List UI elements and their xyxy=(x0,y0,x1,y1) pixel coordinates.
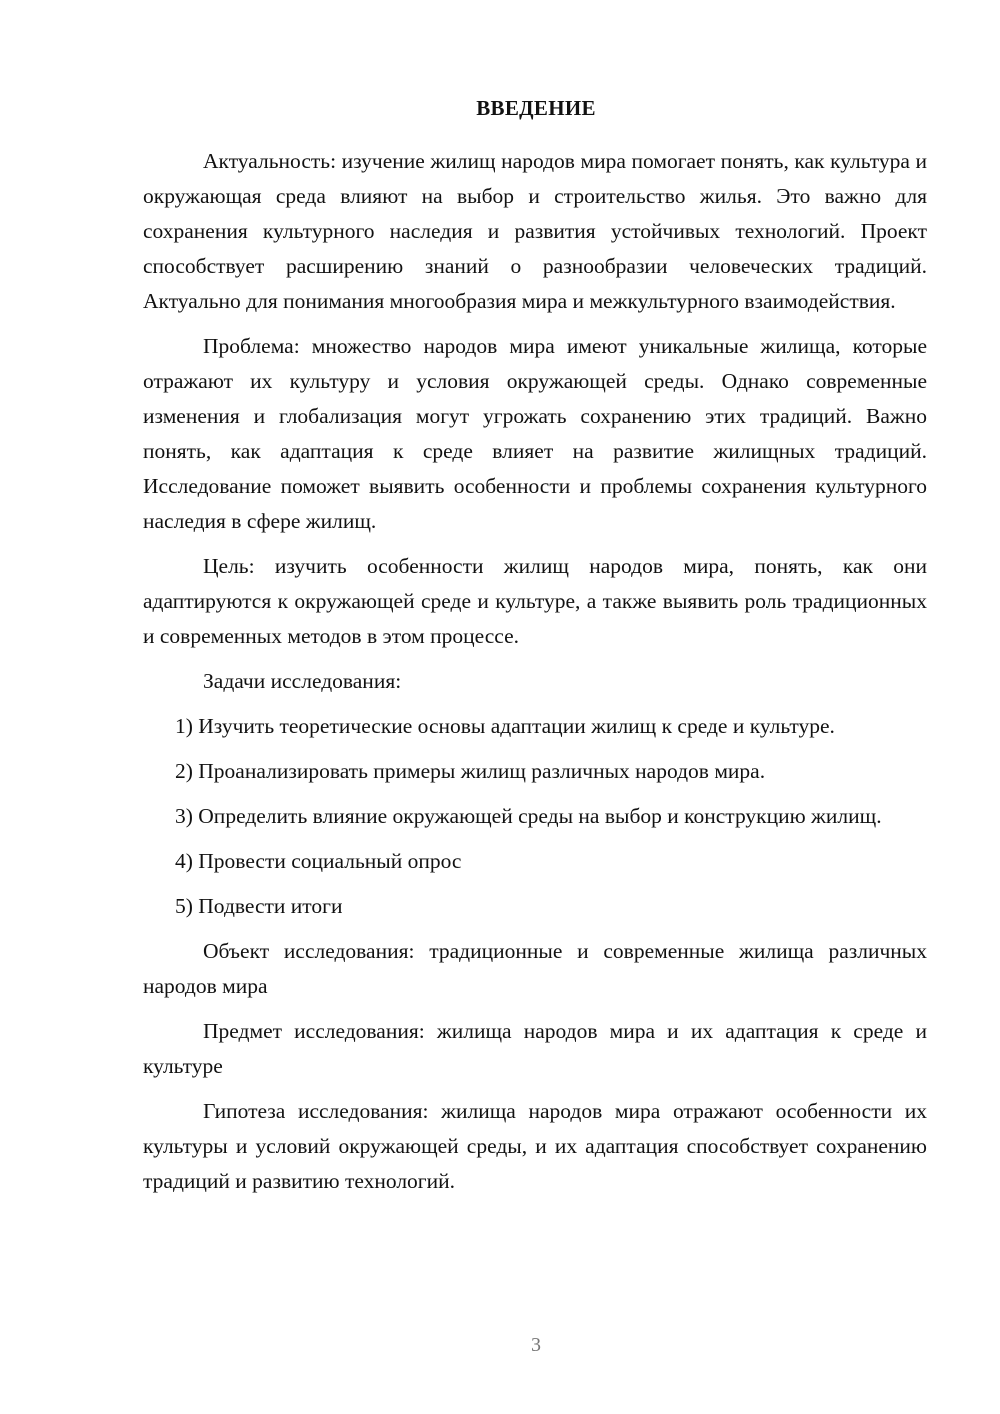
task-item-1: 1) Изучить теоретические основы адаптации жилищ к среде и культуре. xyxy=(175,714,835,738)
goal-paragraph: Цель: изучить особенности жилищ народов мира, понять, как они адаптируются к окружающей среде и культуре, а также выявить роль традиционных и современных методов в этом процессе. xyxy=(143,554,927,648)
task-item-5: 5) Подвести итоги xyxy=(175,894,343,918)
task-item-4: 4) Провести социальный опрос xyxy=(175,849,462,873)
problem-paragraph: Проблема: множество народов мира имеют уникальные жилища, которые отражают их культуру и условия окружающей среды. Однако современные изменения и глобализация могут угрожать сохранению этих традиций. Важно понять, как адаптация к среде влияет на развитие жилищных традиций. Исследование поможет выявить особенности и проблемы сохранения культурного наследия в сфере жилищ. xyxy=(143,334,927,533)
tasks-heading: Задачи исследования: xyxy=(203,669,402,693)
task-item-2: 2) Проанализировать примеры жилищ различных народов мира. xyxy=(175,759,766,783)
relevance-paragraph: Актуальность: изучение жилищ народов мира помогает понять, как культура и окружающая среда влияют на выбор и строительство жилья. Это важно для сохранения культурного наследия и развития устойчивых технологий. Проект способствует расширению знаний о разнообразии человеческих традиций. Актуально для понимания многообразия мира и межкультурного взаимодействия. xyxy=(143,149,927,313)
document-body xyxy=(143,144,927,1209)
section-title: ВВЕДЕНИЕ xyxy=(476,96,596,120)
task-item-3: 3) Определить влияние окружающей среды на выбор и конструкцию жилищ. xyxy=(175,804,882,828)
subject-paragraph: Предмет исследования: жилища народов мира и их адаптация к среде и культуре xyxy=(143,1019,927,1078)
page-number: 3 xyxy=(531,1334,541,1356)
object-paragraph: Объект исследования: традиционные и современные жилища различных народов мира xyxy=(143,939,927,998)
hypothesis-paragraph: Гипотеза исследования: жилища народов мира отражают особенности их культуры и условий окружающей среды, и их адаптация способствует сохранению традиций и развитию технологий. xyxy=(143,1099,927,1193)
